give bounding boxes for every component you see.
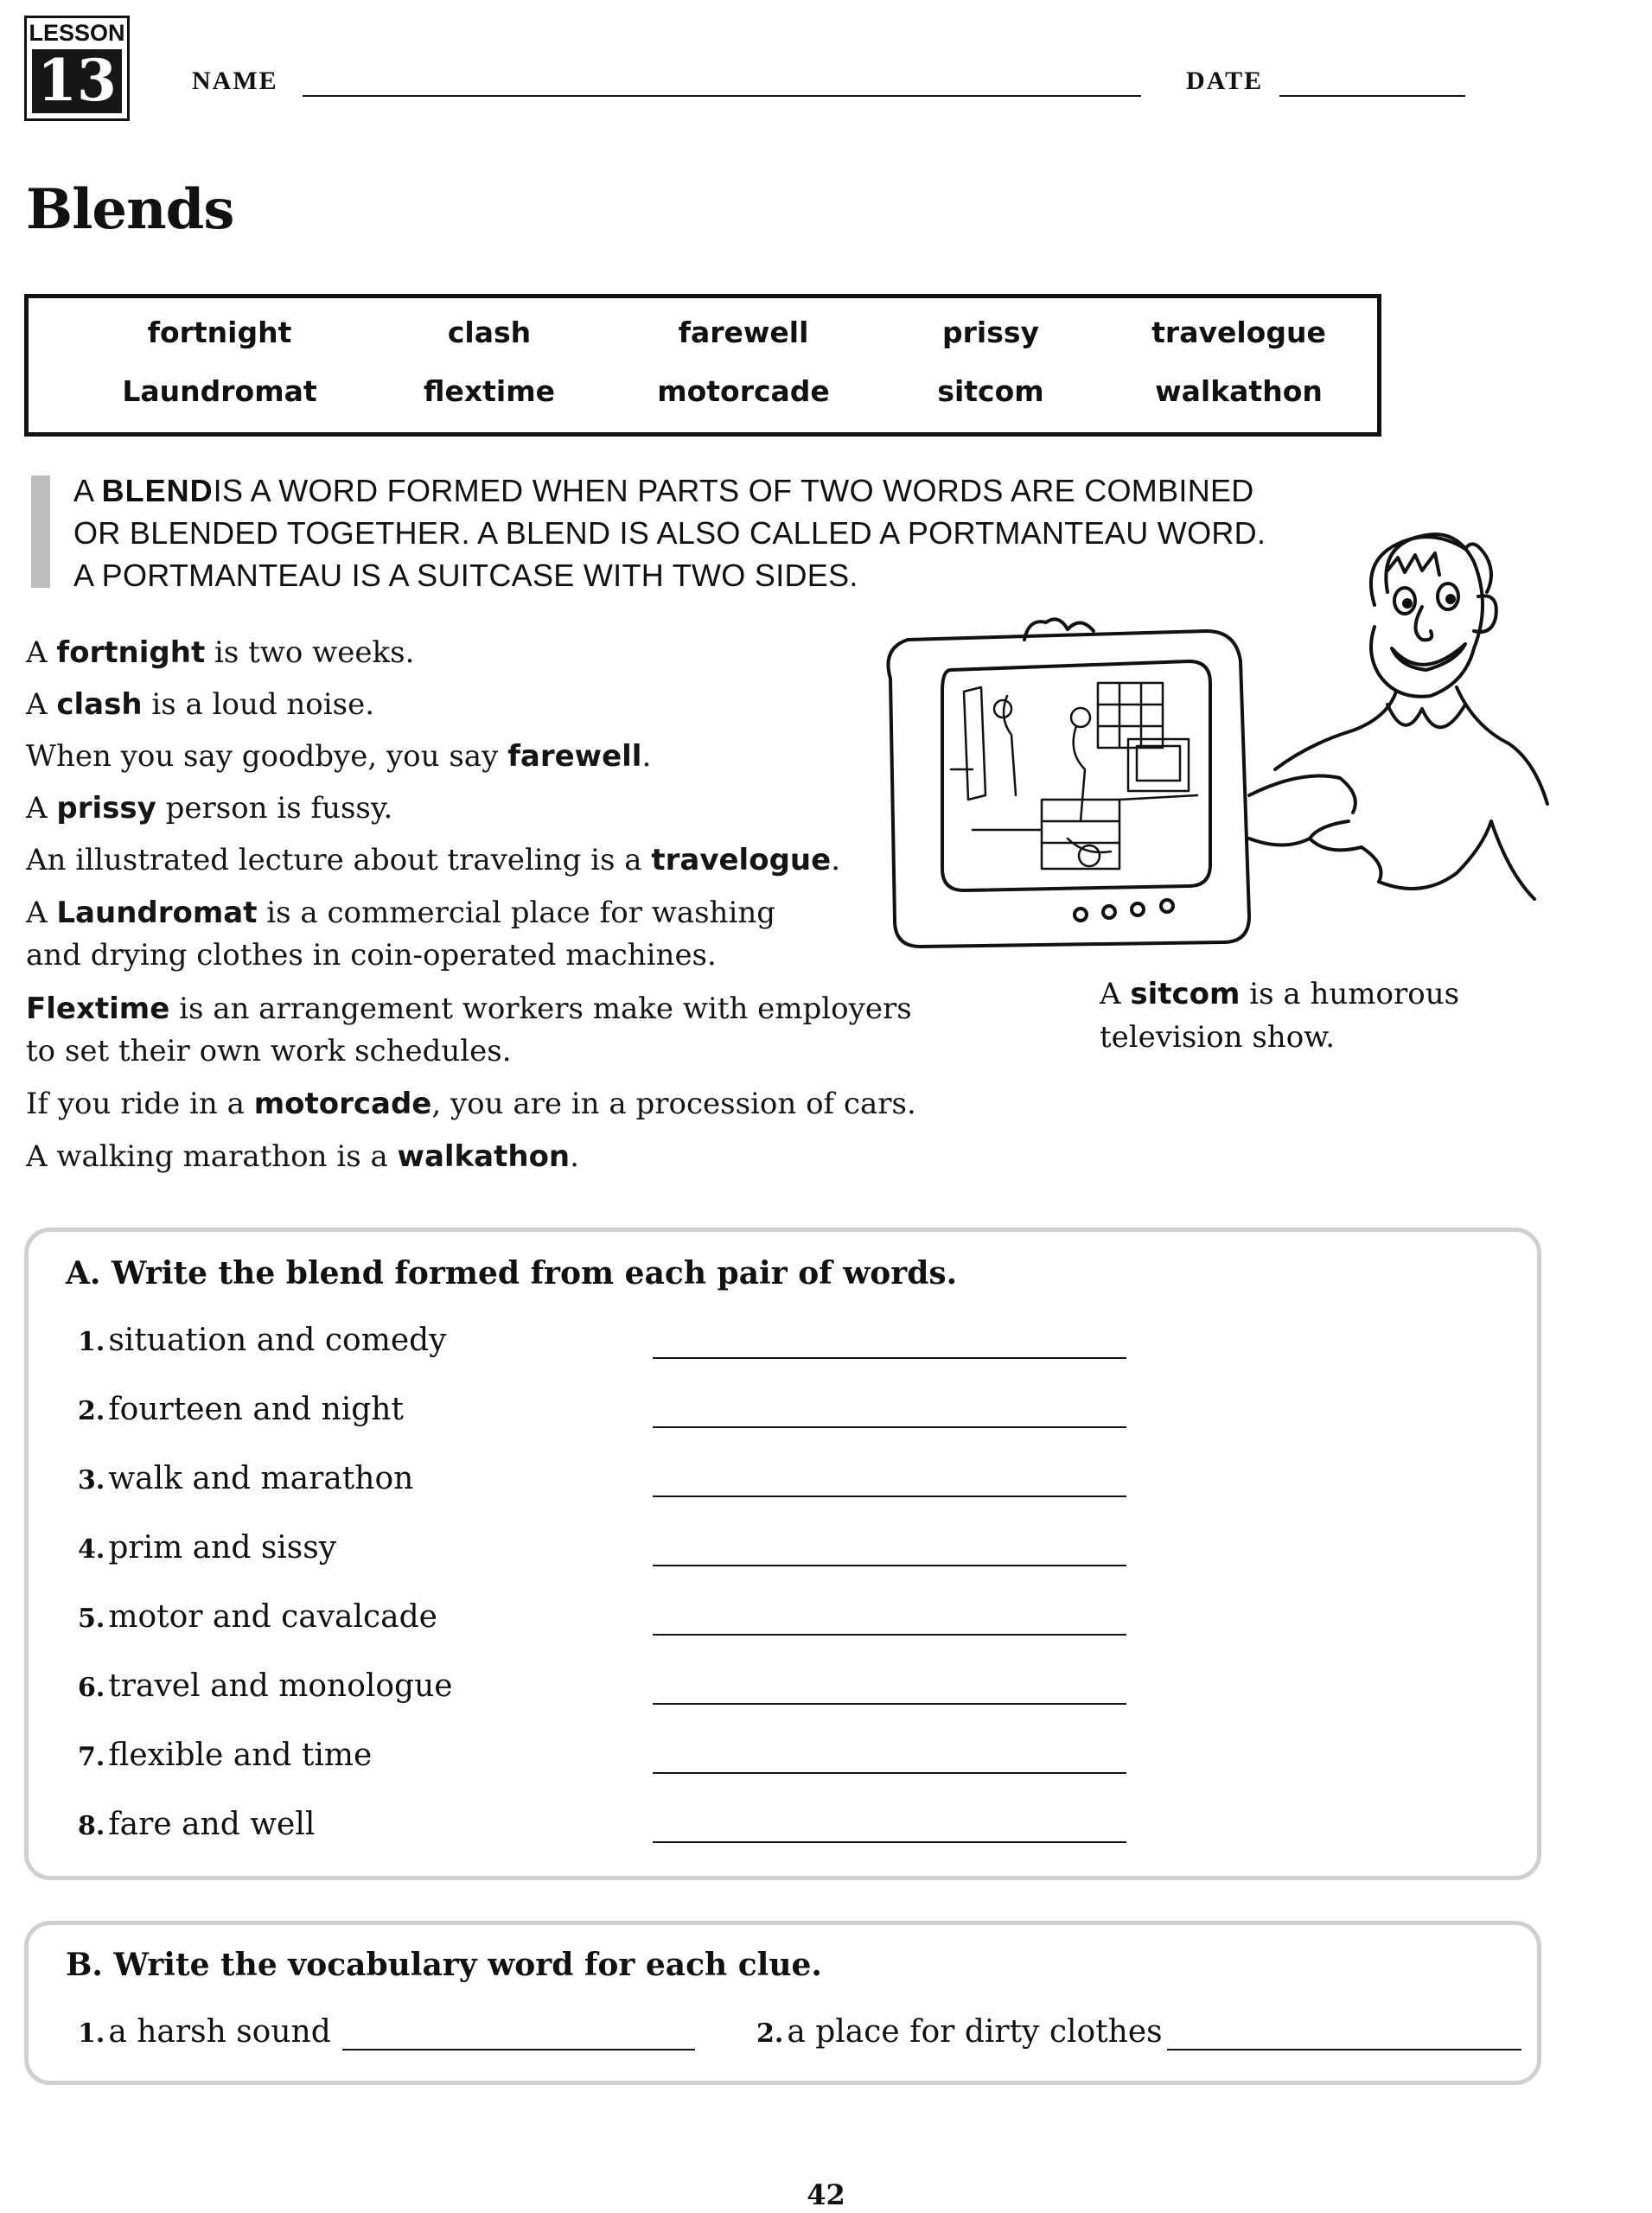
definition-text: A — [73, 473, 93, 508]
page-number: 42 — [807, 2178, 845, 2211]
item-a-4: 4. prim and sissy — [78, 1530, 337, 1566]
definition-accent-bar — [31, 475, 50, 588]
item-a-5: 5. motor and cavalcade — [78, 1599, 437, 1635]
section-a-letter: A. — [66, 1255, 101, 1291]
vocab-word: motorcade — [657, 374, 830, 408]
name-field-line[interactable] — [303, 95, 1141, 97]
sentence-laundromat-cont: and drying clothes in coin-operated machines. — [26, 938, 717, 973]
sentence-fortnight: A fortnight is two weeks. — [26, 635, 415, 670]
section-b-instruction: Write the vocabulary word for each clue. — [113, 1947, 822, 1983]
definition-text: IS A WORD FORMED WHEN PARTS OF TWO WORDS ARE COMBINED — [213, 473, 1254, 508]
sentence-laundromat: A Laundromat is a commercial place for washing — [26, 896, 775, 930]
item-a-1: 1. situation and comedy — [78, 1323, 447, 1358]
section-b-box — [24, 1921, 1541, 2085]
item-a-6: 6. travel and monologue — [78, 1668, 453, 1704]
vocabulary-word-box — [24, 294, 1381, 437]
item-a-2: 2. fourteen and night — [78, 1392, 404, 1427]
vocab-word: walkathon — [1155, 374, 1323, 408]
answer-line-b-1[interactable] — [342, 2049, 695, 2050]
vocab-word: Laundromat — [122, 374, 317, 408]
vocab-word: fortnight — [147, 316, 292, 349]
date-label: DATE — [1186, 67, 1264, 95]
answer-line-a-5[interactable] — [653, 1634, 1126, 1636]
section-a-heading — [66, 1255, 957, 1291]
sentence-clash: A clash is a loud noise. — [26, 687, 375, 722]
lesson-number: 13 — [32, 49, 122, 113]
answer-line-a-7[interactable] — [653, 1772, 1126, 1774]
tv-man-illustration — [869, 510, 1552, 973]
illustration-caption: A sitcom is a humorous — [1100, 977, 1460, 1011]
item-b-2: 2. a place for dirty clothes — [756, 2014, 1163, 2050]
vocab-word: travelogue — [1151, 316, 1326, 349]
answer-line-a-3[interactable] — [653, 1496, 1126, 1497]
definition-line-3: A PORTMANTEAU IS A SUITCASE WITH TWO SIDES. — [73, 558, 858, 593]
sentence-flextime-cont: to set their own work schedules. — [26, 1034, 512, 1068]
page-title: Blends — [26, 177, 234, 242]
answer-line-a-8[interactable] — [653, 1841, 1126, 1843]
name-label: NAME — [192, 67, 278, 95]
sentence-flextime: Flextime is an arrangement workers make with employers — [26, 992, 912, 1026]
section-b-heading — [66, 1947, 822, 1983]
answer-line-b-2[interactable] — [1167, 2049, 1521, 2050]
sentence-travelogue: An illustrated lecture about traveling is a travelogue. — [26, 843, 840, 877]
answer-line-a-2[interactable] — [653, 1426, 1126, 1428]
date-field-line[interactable] — [1279, 95, 1465, 97]
illustration-caption-line2: television show. — [1100, 1020, 1336, 1055]
sentence-prissy: A prissy person is fussy. — [26, 791, 393, 826]
vocab-word: farewell — [678, 316, 809, 349]
item-b-1: 1. a harsh sound — [78, 2014, 331, 2050]
lesson-badge — [24, 16, 130, 121]
section-b-letter: B. — [66, 1947, 103, 1983]
answer-line-a-1[interactable] — [653, 1357, 1126, 1359]
vocab-word: sitcom — [937, 374, 1044, 408]
sentence-walkathon: A walking marathon is a walkathon. — [26, 1139, 579, 1174]
item-a-8: 8. fare and well — [78, 1807, 316, 1842]
section-a-instruction: Write the blend formed from each pair of words. — [112, 1255, 958, 1291]
sentence-farewell: When you say goodbye, you say farewell. — [26, 739, 652, 774]
item-a-3: 3. walk and marathon — [78, 1461, 414, 1496]
vocab-word: clash — [447, 316, 532, 349]
lesson-label: LESSON — [29, 20, 125, 46]
vocab-word: prissy — [941, 316, 1039, 349]
answer-line-a-4[interactable] — [653, 1565, 1126, 1566]
item-a-7: 7. flexible and time — [78, 1738, 373, 1773]
answer-line-a-6[interactable] — [653, 1703, 1126, 1705]
definition-line-2: OR BLENDED TOGETHER. A BLEND IS ALSO CALLED A PORTMANTEAU WORD. — [73, 515, 1266, 551]
definition-line-1 — [73, 473, 1254, 509]
vocab-word: flextime — [424, 374, 555, 408]
sentence-motorcade: If you ride in a motorcade, you are in a procession of cars. — [26, 1087, 916, 1121]
definition-term: BLEND — [101, 473, 214, 508]
